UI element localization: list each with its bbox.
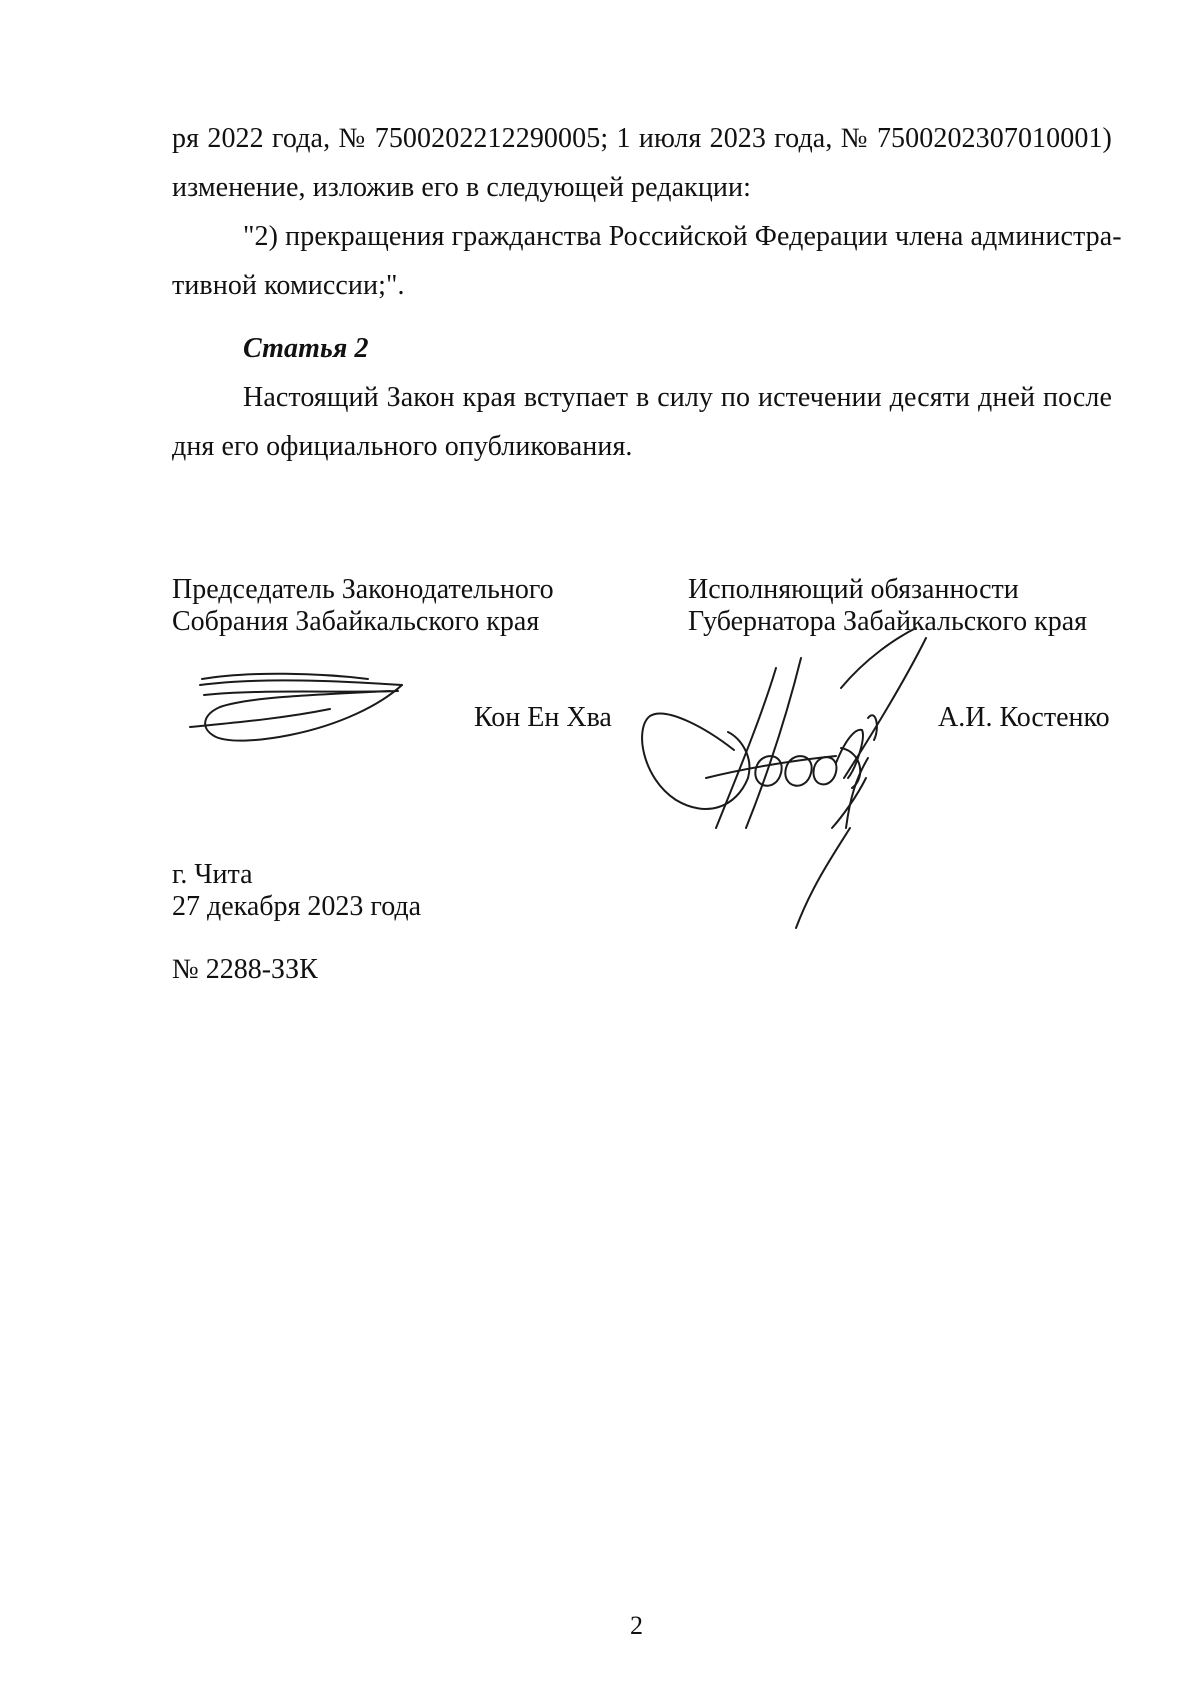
- quote-line-1: "2) прекращения гражданства Российской Федерации члена администра-: [243, 221, 1122, 252]
- city: г. Чита: [172, 859, 253, 890]
- date: 27 декабря 2023 года: [172, 891, 422, 922]
- right-position-line-1: Исполняющий обязанности: [688, 574, 1019, 605]
- right-signatory-name: А.И. Костенко: [938, 702, 1110, 733]
- page-number: 2: [630, 1611, 643, 1640]
- article-line-2: дня его официального опубликования.: [172, 431, 633, 462]
- body-line-1: ря 2022 года, № 7500202212290005; 1 июля 2023 года, № 7500202307010001): [172, 123, 1112, 154]
- left-position-line-1: Председатель Законодательного: [172, 574, 554, 605]
- left-handwritten-signature: [190, 665, 420, 755]
- left-signatory-name: Кон Ен Хва: [474, 702, 612, 733]
- quote-line-2: тивной комиссии;".: [172, 270, 405, 301]
- right-position-line-2: Губернатора Забайкальского края: [688, 606, 1088, 637]
- left-position-line-2: Собрания Забайкальского края: [172, 606, 540, 637]
- law-number: № 2288-ЗЗК: [172, 954, 318, 985]
- body-line-2: изменение, изложив его в следующей редакции:: [172, 172, 751, 203]
- article-line-1: Настоящий Закон края вступает в силу по истечении десяти дней после: [243, 382, 1112, 413]
- right-handwritten-signature: [636, 628, 966, 938]
- article-heading: Статья 2: [243, 333, 369, 364]
